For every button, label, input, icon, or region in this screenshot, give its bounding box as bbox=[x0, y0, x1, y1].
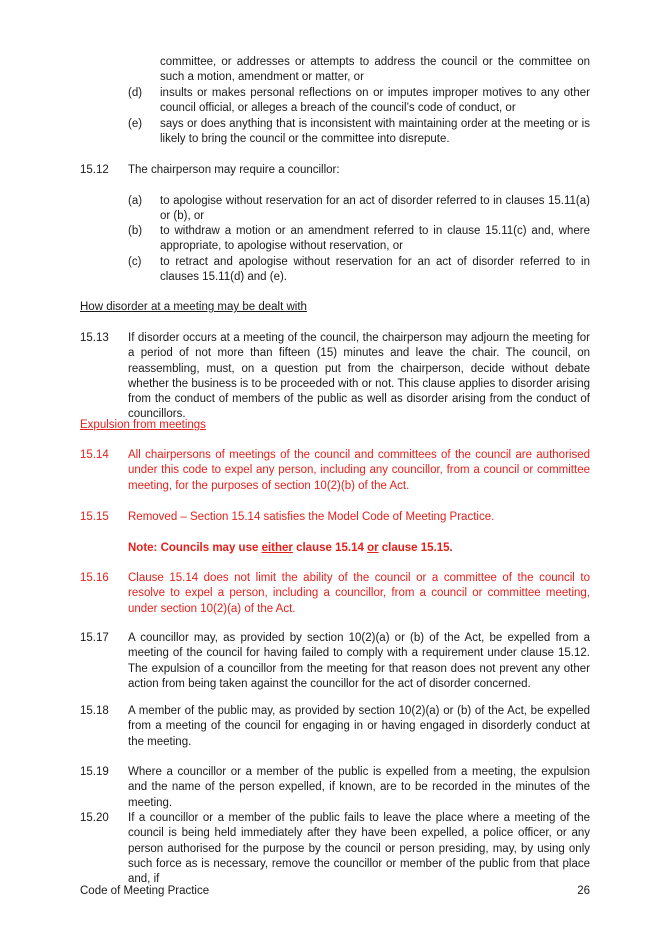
clause-number: 15.14 bbox=[80, 449, 109, 461]
clause-15-18 bbox=[80, 704, 590, 750]
page-number: 26 bbox=[577, 885, 590, 897]
footer-title: Code of Meeting Practice bbox=[80, 885, 210, 897]
clause-15-14 bbox=[80, 448, 590, 494]
note-mid: clause 15.14 bbox=[292, 542, 368, 554]
clause-number: 15.16 bbox=[80, 572, 109, 584]
list-label: (c) bbox=[128, 256, 142, 268]
note-suffix: clause 15.15. bbox=[378, 542, 453, 554]
clause-text: If disorder occurs at a meeting of the council, the chairperson may adjourn the meeting for a period of not more than fifteen (15) minutes and leave the chair. The council, on reassembling, must, on a question put from the chairperson, decide without debate whether the business is to be proceeded with or not. This clause applies to disorder arising from the conduct of members of the public as well as disorder arising from the conduct of councillors. bbox=[128, 332, 590, 421]
clause-15-20 bbox=[80, 811, 590, 887]
list-text: insults or makes personal reflections on or imputes improper motives to any other council official, or alleges a breach of the council’s code of conduct, or bbox=[160, 87, 590, 115]
clause-15-17 bbox=[80, 631, 590, 692]
list-label: (e) bbox=[128, 118, 143, 130]
clause-text: A councillor may, as provided by section 10(2)(a) or (b) of the Act, be expelled from a meeting of the council for having failed to comply with a requirement under clause 15.12. The expulsion of a councillor from the meeting for that reason does not prevent any other action from being taken against the councillor for the act of disorder concerned. bbox=[128, 632, 590, 690]
section-heading-expulsion: Expulsion from meetings bbox=[80, 419, 206, 431]
note-prefix: Note: Councils may use bbox=[128, 542, 262, 554]
list-item-a bbox=[128, 194, 590, 225]
clause-number: 15.19 bbox=[80, 766, 109, 778]
clause-text: A member of the public may, as provided by section 10(2)(a) or (b) of the Act, be expelled from a meeting of the council for engaging in or having engaged in disorderly conduct at the meeting. bbox=[128, 705, 590, 748]
list-label: (b) bbox=[128, 225, 143, 237]
note-either: either bbox=[261, 542, 293, 554]
note-either-or bbox=[128, 541, 453, 556]
clause-text: Removed – Section 15.14 satisfies the Model Code of Meeting Practice. bbox=[128, 511, 495, 523]
list-item-b bbox=[128, 224, 590, 255]
clause-15-15 bbox=[80, 510, 590, 525]
clause-number: 15.18 bbox=[80, 705, 109, 717]
clause-15-19 bbox=[80, 765, 590, 811]
clause-text: The chairperson may require a councillor: bbox=[128, 164, 340, 176]
clause-number: 15.12 bbox=[80, 164, 109, 176]
clause-text: All chairpersons of meetings of the council and committees of the council are authorised under this code to expel any person, including any councillor, from a council or committee meeting, for the purposes of section 10(2)(b) of the Act. bbox=[128, 449, 590, 492]
clause-number: 15.17 bbox=[80, 632, 109, 644]
continuation-paragraph: committee, or addresses or attempts to address the council or the committee on such a motion, amendment or matter, or bbox=[160, 56, 590, 84]
list-text: to retract and apologise without reservation for an act of disorder referred to in clauses 15.11(d) and (e). bbox=[160, 256, 590, 284]
clause-text: If a councillor or a member of the public fails to leave the place where a meeting of the council is being held immediately after they have been expelled, a police officer, or any person authorised for the purpose by the council or person presiding, may, by using only such force as is necessary, remove the councillor or member of the public from that place and, if bbox=[128, 812, 590, 886]
note-or: or bbox=[367, 542, 379, 554]
list-text: to apologise without reservation for an act of disorder referred to in clauses 15.11(a) or (b), or bbox=[160, 195, 590, 223]
clause-15-16 bbox=[80, 571, 590, 617]
clause-number: 15.20 bbox=[80, 812, 109, 824]
clause-text: Where a councillor or a member of the public is expelled from a meeting, the expulsion and the name of the person expelled, if known, are to be recorded in the minutes of the meeting. bbox=[128, 766, 590, 809]
list-text: says or does anything that is inconsistent with maintaining order at the meeting or is likely to bring the council or the committee into disrepute. bbox=[160, 118, 590, 146]
list-label: (d) bbox=[128, 87, 143, 99]
clause-15-12 bbox=[80, 163, 590, 178]
clause-number: 15.13 bbox=[80, 332, 109, 344]
list-text: to withdraw a motion or an amendment referred to in clause 15.11(c) and, where appropriate, to apologise without reservation, or bbox=[160, 225, 590, 253]
clause-text: Clause 15.14 does not limit the ability of the council or a committee of the council to resolve to expel a person, including a councillor, from a council or committee meeting, under section 10(2)(a) of the Act. bbox=[128, 572, 590, 615]
clause-number: 15.15 bbox=[80, 511, 109, 523]
section-heading-disorder: How disorder at a meeting may be dealt with bbox=[80, 301, 307, 313]
list-item-e bbox=[128, 117, 590, 148]
list-item-c bbox=[128, 255, 590, 286]
clause-15-13 bbox=[80, 331, 590, 423]
list-item-d bbox=[128, 86, 590, 117]
list-label: (a) bbox=[128, 195, 143, 207]
